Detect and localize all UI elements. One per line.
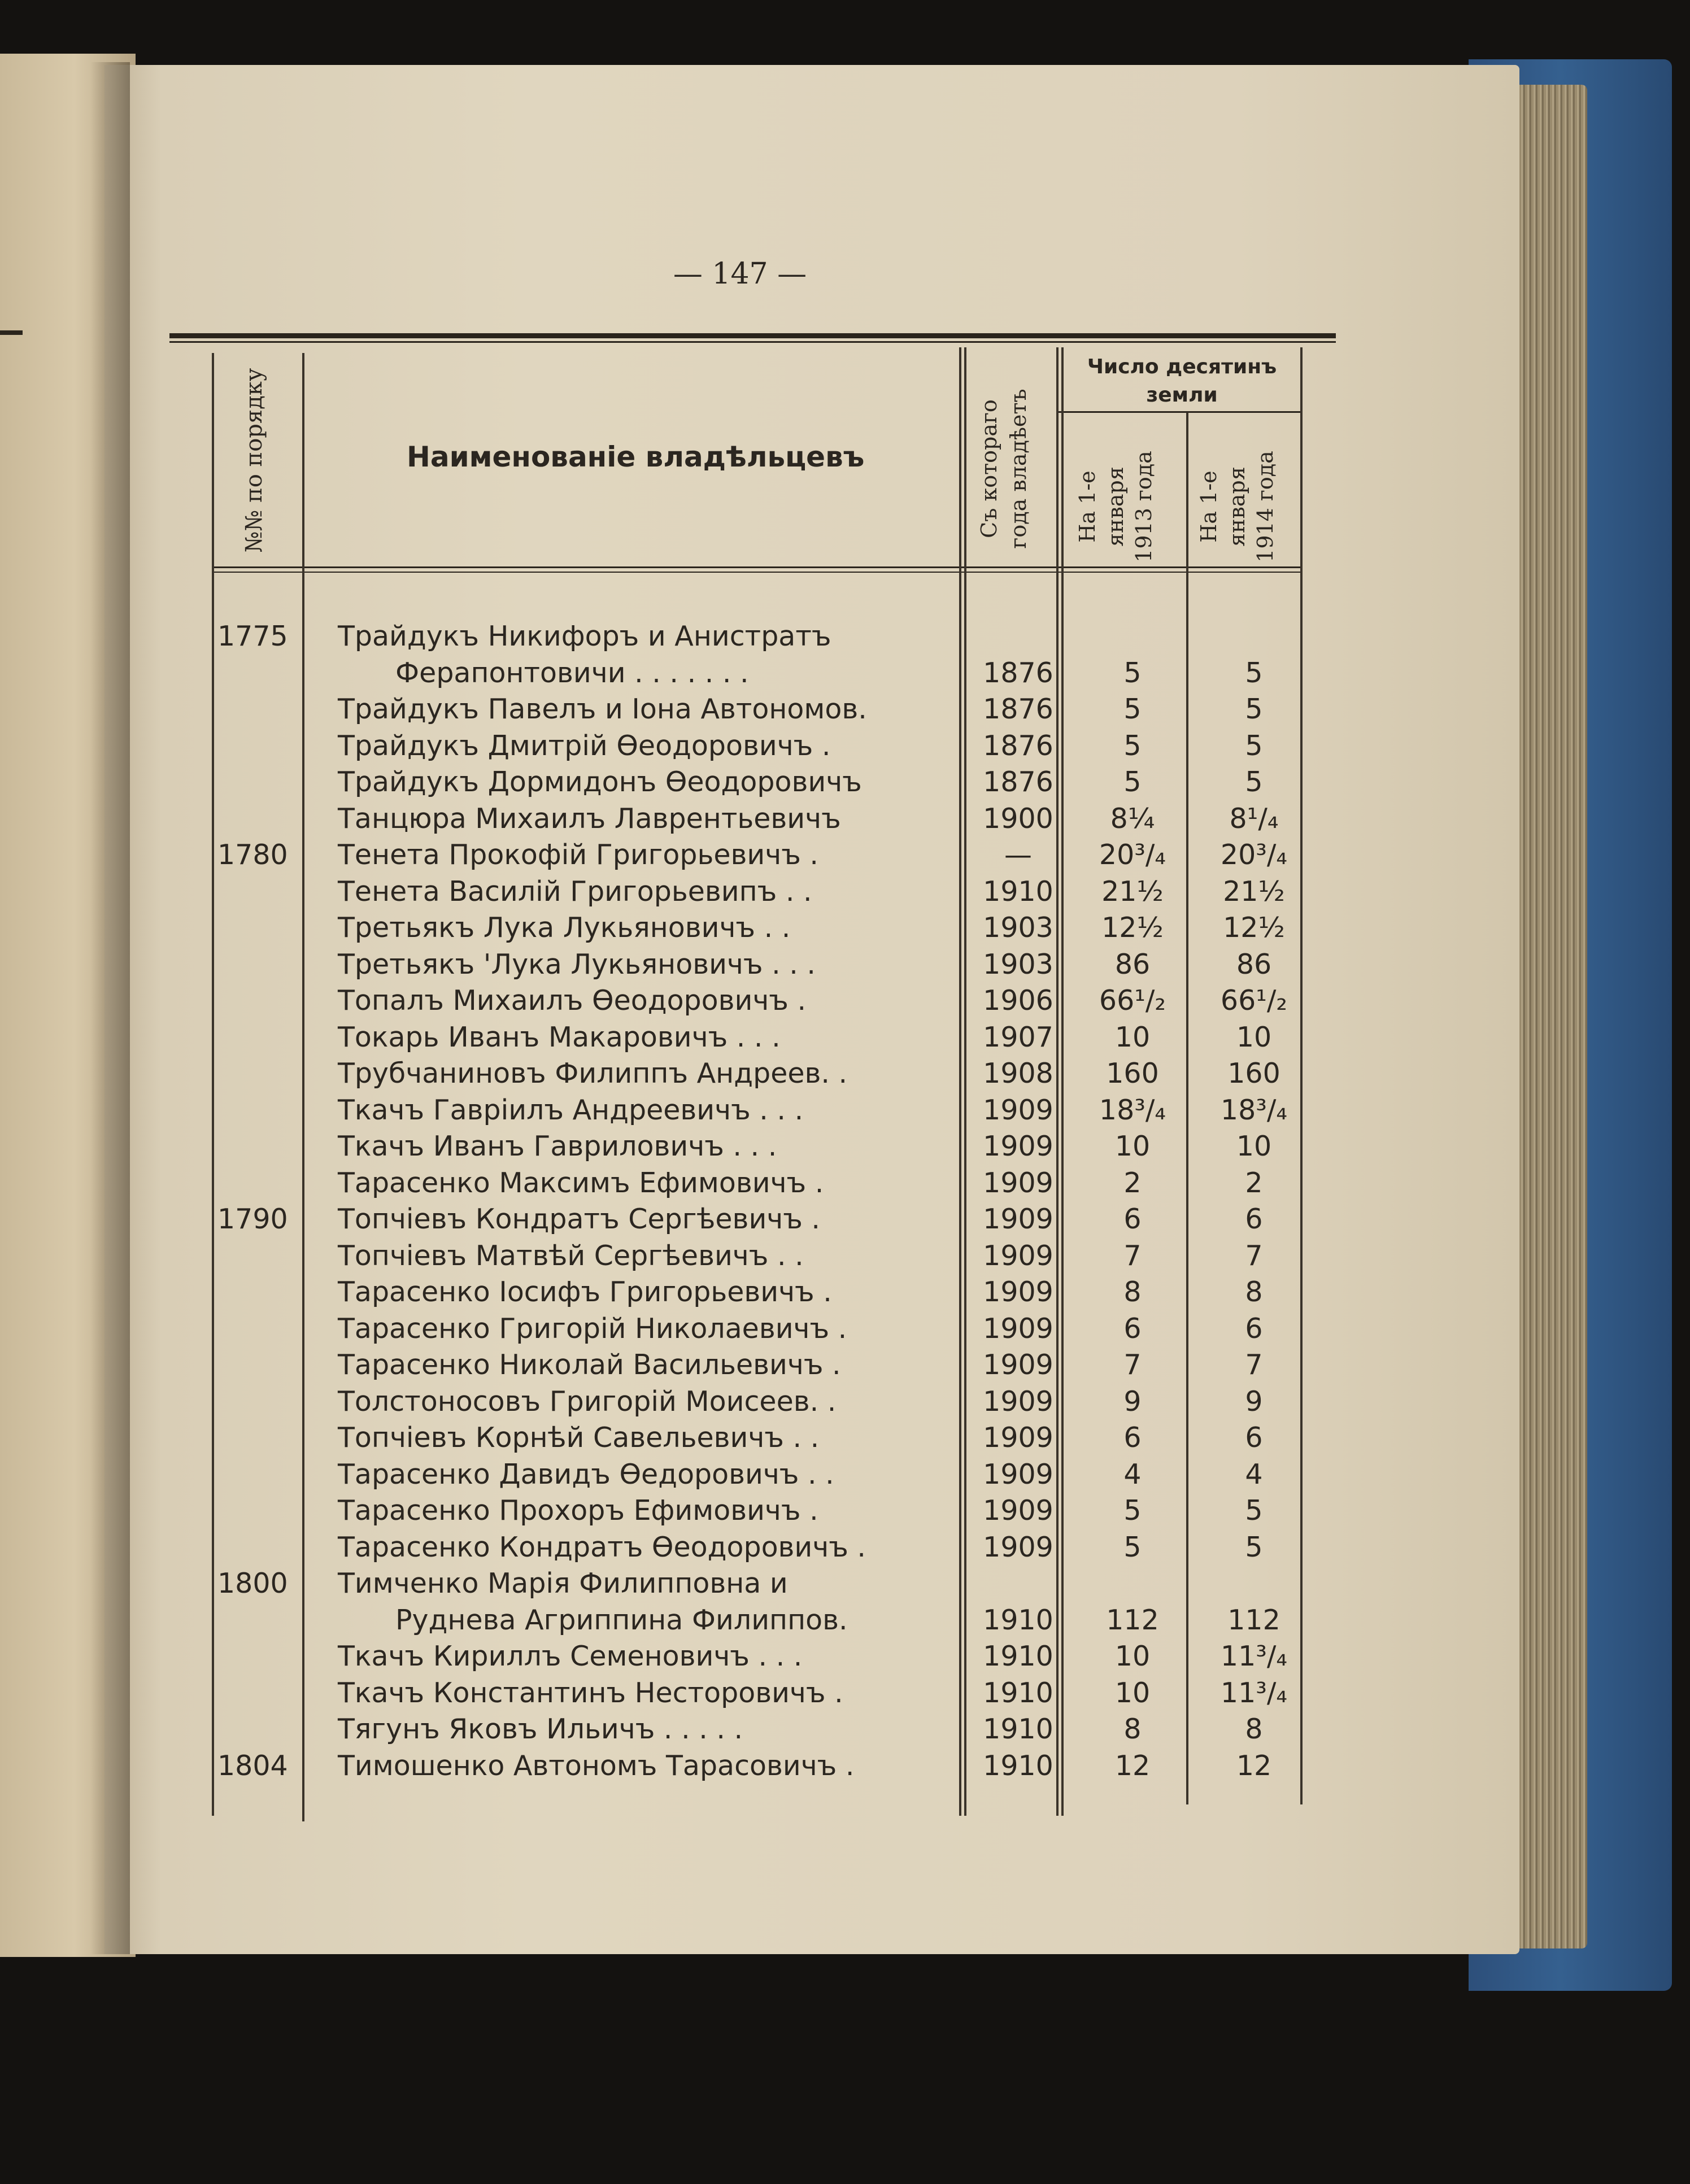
since-year: 1909	[983, 1313, 1053, 1345]
land-1914: 11³/₄	[1220, 1677, 1288, 1709]
since-year: 1909	[983, 1458, 1053, 1490]
land-1914: 86	[1236, 948, 1272, 980]
owner-name: Третьякъ 'Лука Лукьяновичъ . . .	[338, 948, 816, 980]
land-1913: 9	[1123, 1385, 1142, 1418]
owner-name: Трайдукъ Павелъ и Іона Автономов.	[338, 693, 867, 725]
row-number	[217, 1602, 302, 1638]
land-1913	[1073, 1566, 1192, 1602]
owner-name: Тимченко Марія Филипповна и	[338, 1567, 788, 1599]
owner-name: Тарасенко Прохоръ Ефимовичъ .	[338, 1494, 818, 1527]
row-number	[217, 983, 302, 1019]
header-jan-1913	[1073, 419, 1169, 594]
land-1913: 5	[1123, 657, 1142, 689]
row-number	[217, 1347, 302, 1383]
row-number	[217, 1493, 302, 1529]
row-number	[217, 764, 302, 800]
land-1914: 112	[1227, 1604, 1280, 1636]
header-jan-1914	[1195, 419, 1291, 594]
land-1914: 5	[1245, 1531, 1263, 1563]
header-land-group: Число десятинъ земли	[1087, 355, 1277, 407]
land-1913: 6	[1123, 1203, 1142, 1235]
since-year: 1909	[983, 1240, 1053, 1272]
land-1913: 10	[1114, 1021, 1151, 1053]
land-1914: 8¹/₄	[1229, 803, 1279, 835]
since-year: 1876	[983, 693, 1053, 725]
owner-name: Тенета Прокофій Григорьевичъ .	[338, 839, 818, 871]
land-1914: 6	[1245, 1313, 1263, 1345]
since-year: —	[1004, 839, 1032, 871]
land-1913: 20³/₄	[1099, 839, 1166, 871]
owner-name: Токарь Иванъ Макаровичъ . . .	[338, 1021, 781, 1053]
land-1913	[1073, 618, 1192, 655]
owner-name: Трайдукъ Никифоръ и Анистратъ	[338, 620, 831, 652]
land-1914: 160	[1227, 1057, 1280, 1089]
owner-name: Ферапонтовичи . . . . . . .	[395, 657, 749, 689]
land-1913: 18³/₄	[1099, 1094, 1166, 1126]
owner-name: Трайдукъ Дормидонъ Ѳеодоровичъ	[338, 766, 862, 798]
row-number	[217, 1675, 302, 1711]
row-number	[217, 1165, 302, 1201]
row-number: 1780	[217, 839, 288, 871]
owner-name: Трайдукъ Дмитрій Ѳеодоровичъ .	[338, 730, 831, 762]
land-1913: 7	[1123, 1240, 1142, 1272]
since-year: 1906	[983, 984, 1053, 1017]
owner-name: Топчіевъ Корнѣй Савельевичъ . .	[338, 1422, 820, 1454]
row-number	[217, 910, 302, 946]
left-page-rule	[0, 330, 23, 335]
land-1913: 5	[1123, 1531, 1142, 1563]
row-number	[217, 947, 302, 983]
row-number	[217, 1457, 302, 1493]
book-gutter	[90, 62, 130, 1954]
header-since-year-text: Съ котораго года владѣетъ	[977, 389, 1031, 549]
since-year: 1910	[983, 1604, 1053, 1636]
land-1913: 10	[1114, 1640, 1151, 1672]
row-number	[217, 1711, 302, 1747]
since-year: 1910	[983, 1713, 1053, 1745]
land-1914: 2	[1245, 1167, 1263, 1199]
land-1914: 12½	[1223, 912, 1285, 944]
land-1914: 7	[1245, 1240, 1263, 1272]
land-1913: 7	[1123, 1349, 1142, 1381]
owner-name: Тарасенко Максимъ Ефимовичъ .	[338, 1167, 824, 1199]
since-year: 1909	[983, 1130, 1053, 1162]
land-1914: 6	[1245, 1422, 1263, 1454]
col-divider-left-edge	[212, 353, 214, 1816]
header-since-year	[974, 339, 1036, 599]
owner-name: Топалъ Михаилъ Ѳеодоровичъ .	[338, 984, 807, 1017]
land-1914: 18³/₄	[1220, 1094, 1288, 1126]
land-1914: 10	[1236, 1130, 1272, 1162]
row-number	[217, 874, 302, 910]
page-edges	[1514, 85, 1587, 1948]
land-1913: 12	[1114, 1750, 1151, 1782]
header-jan-1913-text: На 1-е января 1913 года	[1075, 451, 1156, 563]
owner-name: Тарасенко Григорій Николаевичъ .	[338, 1313, 847, 1345]
owner-name: Тарасенко Кондратъ Ѳеодоровичъ .	[338, 1531, 866, 1563]
row-number	[217, 801, 302, 837]
land-1914	[1195, 1566, 1313, 1602]
land-1913: 5	[1123, 730, 1142, 762]
since-year: 1910	[983, 875, 1053, 908]
owner-name: Толстоносовъ Григорій Моисеев. .	[338, 1385, 837, 1418]
land-1913: 12½	[1101, 912, 1164, 944]
owner-name: Тимошенко Автономъ Тарасовичъ .	[338, 1750, 855, 1782]
col-divider-name-2	[964, 347, 966, 1816]
since-year: 1910	[983, 1750, 1053, 1782]
header-jan-1914-text: На 1-е января 1914 года	[1196, 451, 1278, 563]
since-year: 1903	[983, 948, 1053, 980]
land-1914: 5	[1245, 766, 1263, 798]
land-1913: 5	[1123, 766, 1142, 798]
since-year: 1909	[983, 1094, 1053, 1126]
since-year: 1876	[983, 657, 1053, 689]
owner-name: Ткачъ Иванъ Гавриловичъ . . .	[338, 1130, 777, 1162]
owner-name: Тарасенко Іосифъ Григорьевичъ .	[338, 1276, 832, 1308]
land-1913: 86	[1114, 948, 1151, 980]
land-1914: 9	[1245, 1385, 1263, 1418]
land-1914: 8	[1245, 1276, 1263, 1308]
row-number: 1800	[217, 1567, 288, 1599]
page-number: — 147 —	[673, 257, 807, 291]
land-1913: 4	[1123, 1458, 1142, 1490]
row-number	[217, 1238, 302, 1274]
land-1913: 160	[1106, 1057, 1159, 1089]
owner-name: Ткачъ Константинъ Несторовичъ .	[338, 1677, 843, 1709]
owner-name: Топчіевъ Кондратъ Сергѣевичъ .	[338, 1203, 821, 1235]
since-year: 1909	[983, 1385, 1053, 1418]
land-1913: 6	[1123, 1313, 1142, 1345]
land-1914: 5	[1245, 1494, 1263, 1527]
land-1914: 6	[1245, 1203, 1263, 1235]
land-1913: 10	[1114, 1677, 1151, 1709]
row-number	[217, 1056, 302, 1092]
row-number	[217, 728, 302, 764]
since-year: 1910	[983, 1677, 1053, 1709]
since-year: 1903	[983, 912, 1053, 944]
top-rule-thick	[169, 333, 1336, 338]
land-1914: 11³/₄	[1220, 1640, 1288, 1672]
top-rule-thin	[169, 341, 1336, 343]
owner-name: Топчіевъ Матвѣй Сергѣевичъ . .	[338, 1240, 804, 1272]
row-number: 1804	[217, 1750, 288, 1782]
since-year: 1900	[983, 803, 1053, 835]
land-1914: 7	[1245, 1349, 1263, 1381]
land-1913: 21½	[1101, 875, 1164, 908]
owner-name: Тарасенко Давидъ Ѳедоровичъ . .	[338, 1458, 834, 1490]
row-number	[217, 1420, 302, 1456]
row-number	[217, 1311, 302, 1347]
row-number	[217, 1274, 302, 1310]
owner-name: Ткачъ Гавріилъ Андреевичъ . . .	[338, 1094, 804, 1126]
col-divider-name	[959, 347, 961, 1816]
row-number	[217, 691, 302, 727]
land-1914: 20³/₄	[1220, 839, 1288, 871]
land-1913: 66¹/₂	[1099, 984, 1166, 1017]
owner-name: Трубчаниновъ Филиппъ Андреев. .	[338, 1057, 848, 1089]
row-number	[217, 1638, 302, 1675]
land-1914	[1195, 618, 1313, 655]
land-1914: 8	[1245, 1713, 1263, 1745]
land-1914: 5	[1245, 730, 1263, 762]
land-1913: 5	[1123, 693, 1142, 725]
row-number: 1775	[217, 620, 288, 652]
owner-name: Тарасенко Николай Васильевичъ .	[338, 1349, 841, 1381]
since-year: 1909	[983, 1349, 1053, 1381]
row-number	[217, 1384, 302, 1420]
land-1914: 66¹/₂	[1220, 984, 1288, 1017]
since-year	[969, 1566, 1068, 1602]
land-1914: 4	[1245, 1458, 1263, 1490]
land-1913: 2	[1123, 1167, 1142, 1199]
since-year: 1909	[983, 1276, 1053, 1308]
row-number	[217, 1128, 302, 1165]
row-number	[217, 1529, 302, 1566]
land-1913: 5	[1123, 1494, 1142, 1527]
since-year: 1909	[983, 1422, 1053, 1454]
owner-name: Ткачъ Кириллъ Семеновичъ . . .	[338, 1640, 803, 1672]
land-1914: 10	[1236, 1021, 1272, 1053]
owner-name: Танцюра Михаилъ Лаврентьевичъ	[338, 803, 841, 835]
since-year: 1907	[983, 1021, 1053, 1053]
since-year: 1909	[983, 1531, 1053, 1563]
since-year: 1910	[983, 1640, 1053, 1672]
land-1913: 8¼	[1110, 803, 1155, 835]
land-1914: 21½	[1223, 875, 1285, 908]
since-year: 1909	[983, 1494, 1053, 1527]
land-1914: 12	[1236, 1750, 1272, 1782]
land-1913: 10	[1114, 1130, 1151, 1162]
since-year: 1909	[983, 1167, 1053, 1199]
land-1913: 6	[1123, 1422, 1142, 1454]
land-1913: 8	[1123, 1713, 1142, 1745]
since-year: 1876	[983, 766, 1053, 798]
row-number	[217, 655, 302, 691]
land-1914: 5	[1245, 657, 1263, 689]
owner-name: Третьякъ Лука Лукьяновичъ . .	[338, 912, 791, 944]
owner-name: Тягунъ Яковъ Ильичъ . . . . .	[338, 1713, 743, 1745]
row-number	[217, 1019, 302, 1056]
owner-name: Тенета Василій Григорьевипъ . .	[338, 875, 812, 908]
since-year	[969, 618, 1068, 655]
header-row-number: №№ по порядку	[241, 368, 267, 553]
since-year: 1876	[983, 730, 1053, 762]
land-1913: 112	[1106, 1604, 1159, 1636]
col-divider-number	[302, 353, 304, 1821]
since-year: 1909	[983, 1203, 1053, 1235]
owner-name: Руднева Агриппина Филиппов.	[395, 1604, 848, 1636]
land-1914: 5	[1245, 693, 1263, 725]
header-owner-name: Наименованіе владѣльцевъ	[407, 441, 865, 473]
row-number	[217, 1092, 302, 1128]
row-number: 1790	[217, 1203, 288, 1235]
land-1913: 8	[1123, 1276, 1142, 1308]
land-group-rule	[1058, 411, 1302, 413]
since-year: 1908	[983, 1057, 1053, 1089]
